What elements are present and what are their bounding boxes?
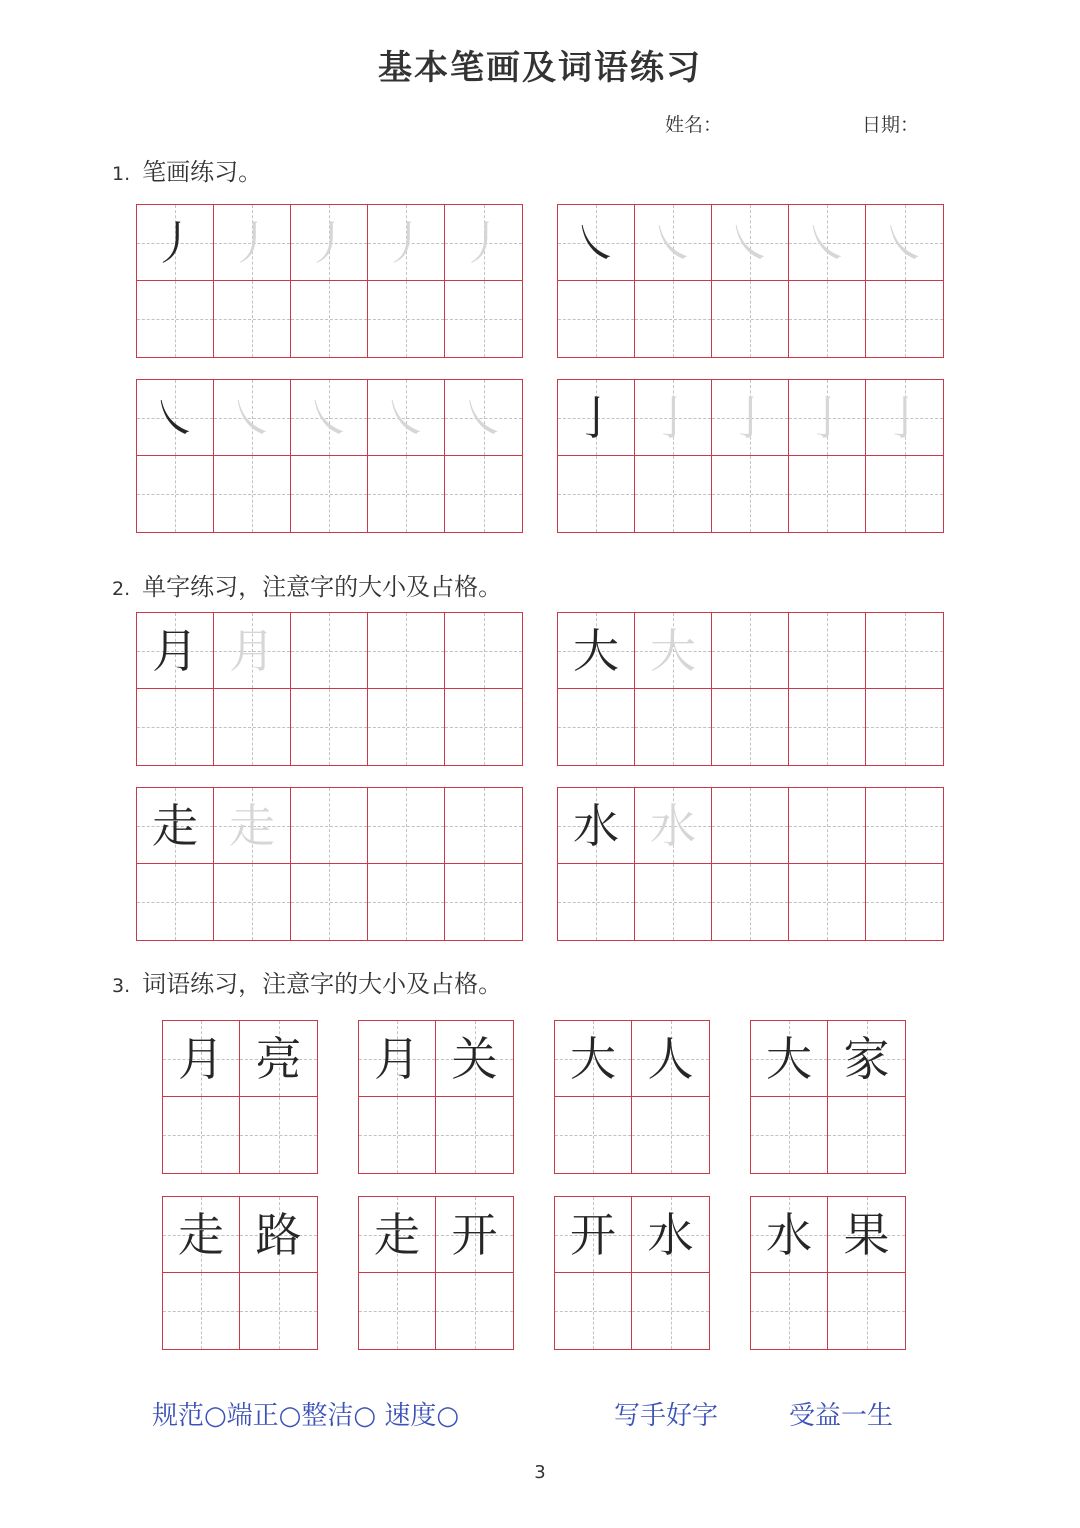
- stroke-grid: [136, 379, 523, 533]
- grid-cell: [555, 1197, 632, 1273]
- grid-cell: [632, 1197, 709, 1273]
- grid-cell: [137, 456, 214, 532]
- grid-cell: [828, 1097, 905, 1173]
- word-grid: [554, 1020, 710, 1174]
- section-text: 笔画练习。: [142, 158, 263, 186]
- grid-cell: [445, 788, 522, 864]
- grid-cell: [214, 613, 291, 689]
- model-character: 月: [152, 623, 198, 678]
- model-character: 走: [374, 1207, 420, 1262]
- model-character: 水: [573, 798, 619, 853]
- trace-stroke: ㇏: [727, 215, 773, 270]
- character-grid: [557, 787, 944, 941]
- trace-stroke: 亅: [804, 390, 850, 445]
- word-grid: [750, 1020, 906, 1174]
- grid-cell: [751, 1021, 828, 1097]
- grid-cell: [555, 1273, 632, 1349]
- grid-cell: [751, 1197, 828, 1273]
- grid-cell: [291, 456, 368, 532]
- trace-character: 月: [229, 623, 275, 678]
- trace-character: 走: [229, 798, 275, 853]
- model-stroke: ㇏: [152, 390, 198, 445]
- grid-cell: [635, 205, 712, 281]
- grid-cell: [214, 456, 291, 532]
- grid-cell: [555, 1097, 632, 1173]
- trace-stroke: 丿: [383, 215, 429, 270]
- grid-cell: [368, 205, 445, 281]
- grid-cell: [635, 864, 712, 940]
- grid-cell: [712, 689, 789, 765]
- grid-cell: [240, 1273, 317, 1349]
- grid-cell: [712, 456, 789, 532]
- trace-stroke: 亅: [881, 390, 928, 445]
- grid-cell: [436, 1197, 513, 1273]
- grid-cell: [214, 205, 291, 281]
- model-character: 人: [647, 1031, 694, 1086]
- date-label: 日期：: [862, 114, 920, 136]
- model-character: 果: [843, 1207, 890, 1262]
- grid-cell: [214, 281, 291, 357]
- stroke-grid: [136, 204, 523, 358]
- grid-cell: [436, 1021, 513, 1097]
- grid-cell: [866, 205, 943, 281]
- grid-cell: [137, 380, 214, 456]
- grid-cell: [558, 281, 635, 357]
- word-grid: [750, 1196, 906, 1350]
- grid-cell: [445, 689, 522, 765]
- word-grid: [554, 1196, 710, 1350]
- grid-cell: [368, 788, 445, 864]
- grid-cell: [240, 1021, 317, 1097]
- grid-cell: [445, 864, 522, 940]
- section-number: 2.: [112, 578, 131, 600]
- grid-cell: [712, 205, 789, 281]
- grid-cell: [368, 456, 445, 532]
- grid-cell: [558, 864, 635, 940]
- grid-cell: [789, 613, 866, 689]
- footer-slogan-1: 写手好字: [614, 1401, 719, 1431]
- grid-cell: [291, 864, 368, 940]
- grid-cell: [828, 1197, 905, 1273]
- trace-stroke: ㇏: [804, 215, 850, 270]
- grid-cell: [436, 1097, 513, 1173]
- model-character: 走: [152, 798, 198, 853]
- model-character: 大: [570, 1031, 616, 1086]
- grid-cell: [558, 689, 635, 765]
- grid-cell: [712, 281, 789, 357]
- grid-cell: [828, 1021, 905, 1097]
- name-label: 姓名：: [665, 114, 723, 136]
- grid-cell: [712, 864, 789, 940]
- grid-cell: [445, 281, 522, 357]
- grid-cell: [214, 788, 291, 864]
- grid-cell: [445, 380, 522, 456]
- grid-cell: [137, 205, 214, 281]
- grid-cell: [751, 1097, 828, 1173]
- grid-cell: [368, 613, 445, 689]
- grid-cell: [240, 1097, 317, 1173]
- model-character: 大: [573, 623, 619, 678]
- grid-cell: [635, 788, 712, 864]
- grid-cell: [789, 281, 866, 357]
- model-character: 水: [766, 1207, 812, 1262]
- grid-cell: [635, 689, 712, 765]
- trace-stroke: 丿: [460, 215, 507, 270]
- grid-cell: [214, 864, 291, 940]
- grid-cell: [558, 380, 635, 456]
- model-character: 月: [374, 1031, 420, 1086]
- grid-cell: [632, 1021, 709, 1097]
- trace-stroke: ㇏: [881, 215, 928, 270]
- grid-cell: [866, 864, 943, 940]
- section-text: 词语练习，注意字的大小及占格。: [142, 970, 503, 998]
- grid-cell: [163, 1273, 240, 1349]
- grid-cell: [558, 205, 635, 281]
- trace-stroke: 亅: [650, 390, 696, 445]
- grid-cell: [368, 380, 445, 456]
- footer-slogan-2: 受益一生: [789, 1401, 894, 1431]
- grid-cell: [866, 788, 943, 864]
- footer-criteria: 规范○端正○整洁○ 速度○: [152, 1401, 460, 1431]
- model-character: 路: [255, 1207, 302, 1262]
- model-character: 关: [451, 1031, 498, 1086]
- model-character: 走: [178, 1207, 224, 1262]
- grid-cell: [789, 205, 866, 281]
- page-number: 3: [534, 1462, 546, 1483]
- grid-cell: [214, 689, 291, 765]
- grid-cell: [828, 1273, 905, 1349]
- word-grid: [162, 1020, 318, 1174]
- model-character: 家: [843, 1031, 890, 1086]
- grid-cell: [291, 205, 368, 281]
- section-text: 单字练习，注意字的大小及占格。: [142, 573, 503, 601]
- grid-cell: [137, 864, 214, 940]
- model-character: 大: [766, 1031, 812, 1086]
- word-grid: [162, 1196, 318, 1350]
- grid-cell: [163, 1021, 240, 1097]
- grid-cell: [635, 281, 712, 357]
- model-stroke: 亅: [573, 390, 619, 445]
- grid-cell: [866, 281, 943, 357]
- stroke-grid: [557, 379, 944, 533]
- grid-cell: [558, 613, 635, 689]
- trace-stroke: 亅: [727, 390, 773, 445]
- grid-cell: [359, 1021, 436, 1097]
- grid-cell: [368, 864, 445, 940]
- model-stroke: 丿: [152, 215, 198, 270]
- section-2-heading: [112, 567, 502, 602]
- grid-cell: [445, 456, 522, 532]
- grid-cell: [359, 1273, 436, 1349]
- character-grid: [136, 787, 523, 941]
- grid-cell: [214, 380, 291, 456]
- model-character: 月: [178, 1031, 224, 1086]
- grid-cell: [368, 281, 445, 357]
- grid-cell: [368, 689, 445, 765]
- model-stroke: ㇏: [573, 215, 619, 270]
- grid-cell: [632, 1097, 709, 1173]
- section-number: 1.: [112, 163, 131, 185]
- grid-cell: [635, 456, 712, 532]
- section-number: 3.: [112, 975, 131, 997]
- grid-cell: [635, 380, 712, 456]
- grid-cell: [866, 613, 943, 689]
- grid-cell: [291, 380, 368, 456]
- character-grid: [557, 612, 944, 766]
- word-grid: [358, 1196, 514, 1350]
- grid-cell: [163, 1097, 240, 1173]
- grid-cell: [789, 456, 866, 532]
- trace-stroke: 丿: [306, 215, 352, 270]
- trace-stroke: 丿: [229, 215, 275, 270]
- grid-cell: [163, 1197, 240, 1273]
- trace-stroke: ㇏: [650, 215, 696, 270]
- grid-cell: [558, 788, 635, 864]
- grid-cell: [291, 689, 368, 765]
- trace-stroke: ㇏: [460, 390, 507, 445]
- grid-cell: [240, 1197, 317, 1273]
- trace-stroke: ㇏: [306, 390, 352, 445]
- model-character: 亮: [255, 1031, 302, 1086]
- grid-cell: [866, 456, 943, 532]
- grid-cell: [137, 788, 214, 864]
- grid-cell: [137, 689, 214, 765]
- stroke-grid: [557, 204, 944, 358]
- grid-cell: [555, 1021, 632, 1097]
- grid-cell: [137, 613, 214, 689]
- grid-cell: [712, 788, 789, 864]
- grid-cell: [712, 380, 789, 456]
- model-character: 开: [570, 1207, 616, 1262]
- grid-cell: [137, 281, 214, 357]
- section-3-heading: [112, 964, 502, 999]
- grid-cell: [866, 689, 943, 765]
- grid-cell: [866, 380, 943, 456]
- grid-cell: [291, 788, 368, 864]
- word-grid: [358, 1020, 514, 1174]
- grid-cell: [751, 1273, 828, 1349]
- grid-cell: [789, 689, 866, 765]
- page-title: 基本笔画及词语练习: [378, 48, 702, 88]
- grid-cell: [635, 613, 712, 689]
- trace-character: 大: [650, 623, 696, 678]
- model-character: 开: [451, 1207, 498, 1262]
- grid-cell: [789, 864, 866, 940]
- grid-cell: [789, 788, 866, 864]
- trace-stroke: ㇏: [383, 390, 429, 445]
- grid-cell: [436, 1273, 513, 1349]
- grid-cell: [558, 456, 635, 532]
- grid-cell: [359, 1197, 436, 1273]
- grid-cell: [789, 380, 866, 456]
- trace-stroke: ㇏: [229, 390, 275, 445]
- grid-cell: [359, 1097, 436, 1173]
- character-grid: [136, 612, 523, 766]
- grid-cell: [632, 1273, 709, 1349]
- grid-cell: [291, 613, 368, 689]
- trace-character: 水: [650, 798, 696, 853]
- grid-cell: [291, 281, 368, 357]
- grid-cell: [445, 205, 522, 281]
- grid-cell: [712, 613, 789, 689]
- grid-cell: [445, 613, 522, 689]
- model-character: 水: [647, 1207, 694, 1262]
- section-1-heading: [112, 152, 262, 187]
